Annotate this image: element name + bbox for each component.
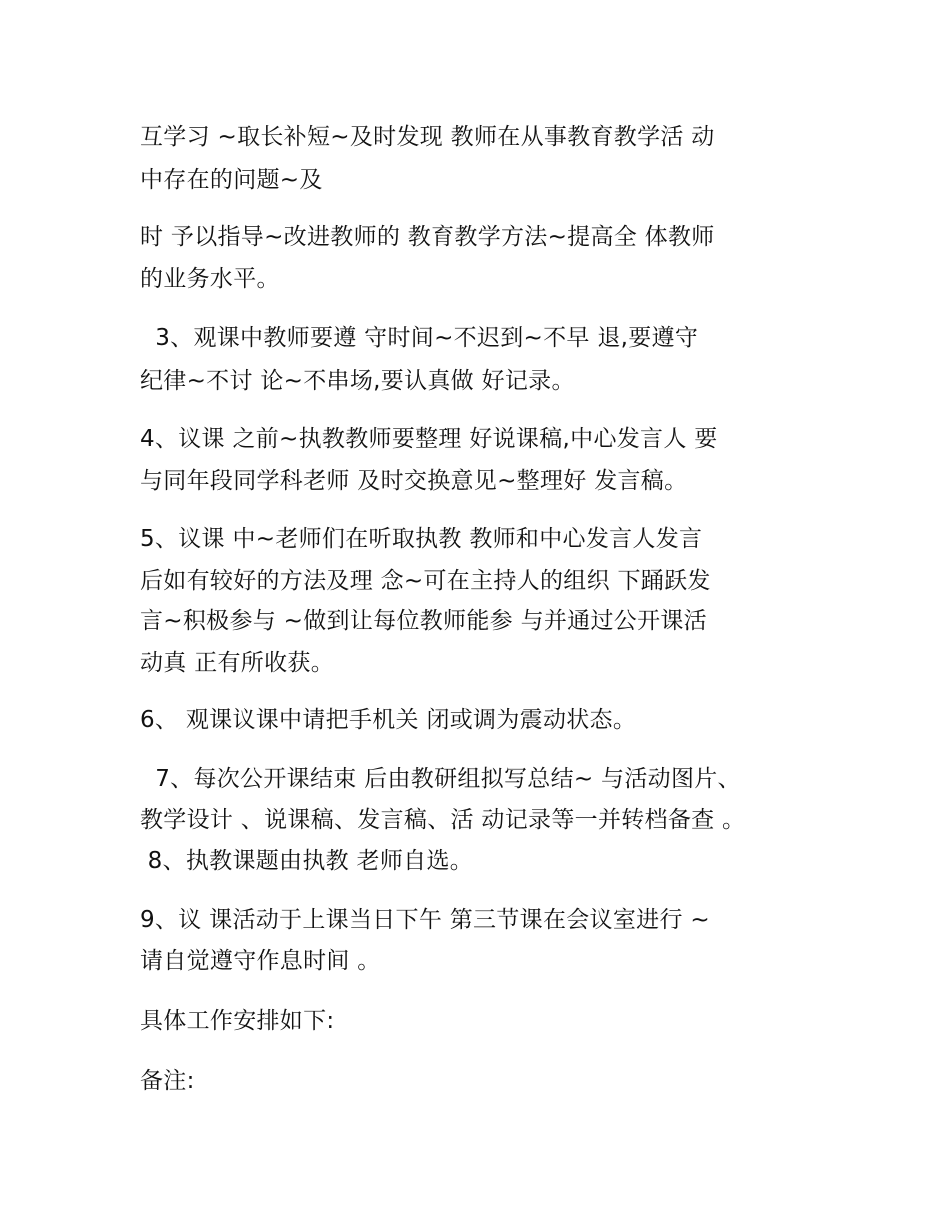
text-line: 3、观课中教师要遵 守时间~不迟到~不早 退,要遵守 xyxy=(140,325,699,351)
text-line: 动真 正有所收获。 xyxy=(140,650,335,676)
text-line: 与同年段同学科老师 及时交换意见~整理好 发言稿。 xyxy=(140,468,688,494)
text-line: 时 予以指导~改进教师的 教育教学方法~提高全 体教师 xyxy=(140,224,715,250)
text-line: 言~积极参与 ~做到让每位教师能参 与并通过公开课活 xyxy=(140,608,707,634)
text-line: 互学习 ~取长补短~及时发现 教师在从事教育教学活 动 xyxy=(140,124,715,150)
text-line: 请自觉遵守作息时间 。 xyxy=(140,948,381,974)
text-line: 4、议课 之前~执教教师要整理 好说课稿,中心发言人 要 xyxy=(140,426,718,452)
text-line: 纪律~不讨 论~不串场,要认真做 好记录。 xyxy=(140,368,575,394)
text-line: 中存在的问题~及 xyxy=(140,167,323,193)
text-line: 9、议 课活动于上课当日下午 第三节课在会议室进行 ~ xyxy=(140,907,710,933)
text-line: 的业务水平。 xyxy=(140,266,280,292)
text-line: 后如有较好的方法及理 念~可在主持人的组织 下踊跃发 xyxy=(140,568,711,594)
text-line: 具体工作安排如下: xyxy=(140,1008,335,1034)
text-line: 6、 观课议课中请把手机关 闭或调为震动状态。 xyxy=(140,707,637,733)
text-line: 备注: xyxy=(140,1068,195,1094)
text-line: 8、执教课题由执教 老师自选。 xyxy=(140,848,474,874)
text-line: 教学设计 、说课稿、发言稿、活 动记录等一并转档备查 。 xyxy=(140,807,746,833)
text-line: 7、每次公开课结束 后由教研组拟写总结~ 与活动图片、 xyxy=(140,766,741,792)
text-line: 5、议课 中~老师们在听取执教 教师和中心发言人发言 xyxy=(140,526,703,552)
